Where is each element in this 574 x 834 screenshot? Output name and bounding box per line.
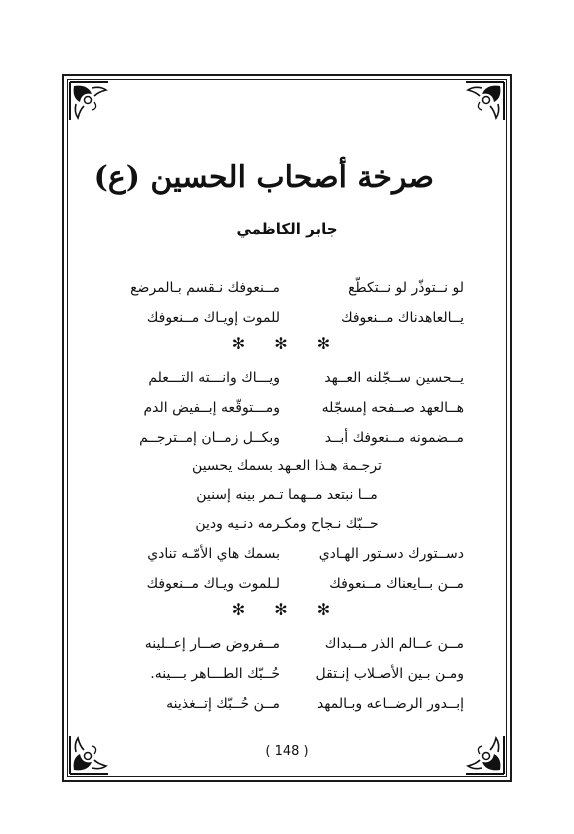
- verse-line: [110, 366, 464, 390]
- stanza-separator: ✻ ✻ ✻: [231, 334, 343, 353]
- centered-verse: ترجـمة هـذا العـهد بسمك يحسين: [192, 458, 382, 474]
- verse-line-centered: [110, 512, 464, 536]
- verse-second-half: وبكــل زمــان إمــترجــم: [139, 430, 280, 446]
- stanza-separator: ✻ ✻ ✻: [231, 600, 343, 619]
- verse-first-half: يــحسين ســجّلنه العــهد: [324, 370, 464, 386]
- verse-line: [110, 396, 464, 420]
- verse-line: [110, 632, 464, 656]
- centered-verse: مــا نبتعد مــهما تـمر بينه إسنين: [196, 487, 378, 503]
- verse-second-half: للموت إويـاك مــنعوفك: [146, 310, 280, 326]
- page-number: ( 148 ): [265, 744, 309, 759]
- verse-line: [110, 572, 464, 596]
- verse-second-half: مــن حُــبّك إتــغذينه: [166, 696, 280, 712]
- verse-line: [110, 426, 464, 450]
- poem-title: صرخة أصحاب الحسين (ع): [93, 160, 434, 195]
- verse-second-half: مــنعوفك نـقسم بـالمرضع: [130, 280, 280, 296]
- verse-first-half: مــن عــالم الذر مــبداك: [324, 636, 464, 652]
- verse-first-half: لو نــتوذّر لو نــتكطّع: [348, 280, 464, 296]
- verse-second-half: مــفروض صــار إعــلينه: [144, 636, 280, 652]
- corner-ornament-bottom-right: [464, 734, 506, 776]
- verse-line: [110, 692, 464, 716]
- verse-second-half: لـلموت ويـاك مــنعوفك: [146, 576, 280, 592]
- verse-first-half: إبــدور الرضــاعه وبـالمهد: [316, 696, 464, 712]
- verse-first-half: هــالعهد صــفحه إمسجّله: [321, 400, 464, 416]
- verse-first-half: دســتورك دسـتور الهـادي: [318, 546, 464, 562]
- centered-verse: حــبّك نـجاح ومكـرمه دنـيه ودين: [195, 516, 379, 532]
- verse-second-half: ومـــتوقّعه إبــفيض الدم: [143, 400, 280, 416]
- verse-line: [110, 542, 464, 566]
- corner-ornament-top-right: [464, 80, 506, 122]
- verse-first-half: مــن بــايعناك مــنعوفك: [329, 576, 464, 592]
- verse-line: [110, 306, 464, 330]
- verse-second-half: بسمك هاي الأمّـه تنادي: [147, 546, 280, 562]
- verse-second-half: ويـــاك وانـــته التـــعلم: [148, 370, 280, 386]
- verse-first-half: ومـن بـين الأصـلاب إنـتقل: [315, 666, 464, 682]
- verse-line: [110, 662, 464, 686]
- corner-ornament-bottom-left: [68, 734, 110, 776]
- verse-first-half: يــالعاهدناك مــنعوفك: [341, 310, 464, 326]
- verse-second-half: حُــبّك الطـــاهر بـــينه.: [150, 666, 280, 682]
- verse-line-centered: [110, 483, 464, 507]
- verse-line-centered: [110, 454, 464, 478]
- verse-line: [110, 276, 464, 300]
- verse-first-half: مــضمونه مــنعوفك أبــد: [324, 430, 464, 446]
- corner-ornament-top-left: [68, 80, 110, 122]
- poet-name: جابر الكاظمي: [236, 220, 338, 238]
